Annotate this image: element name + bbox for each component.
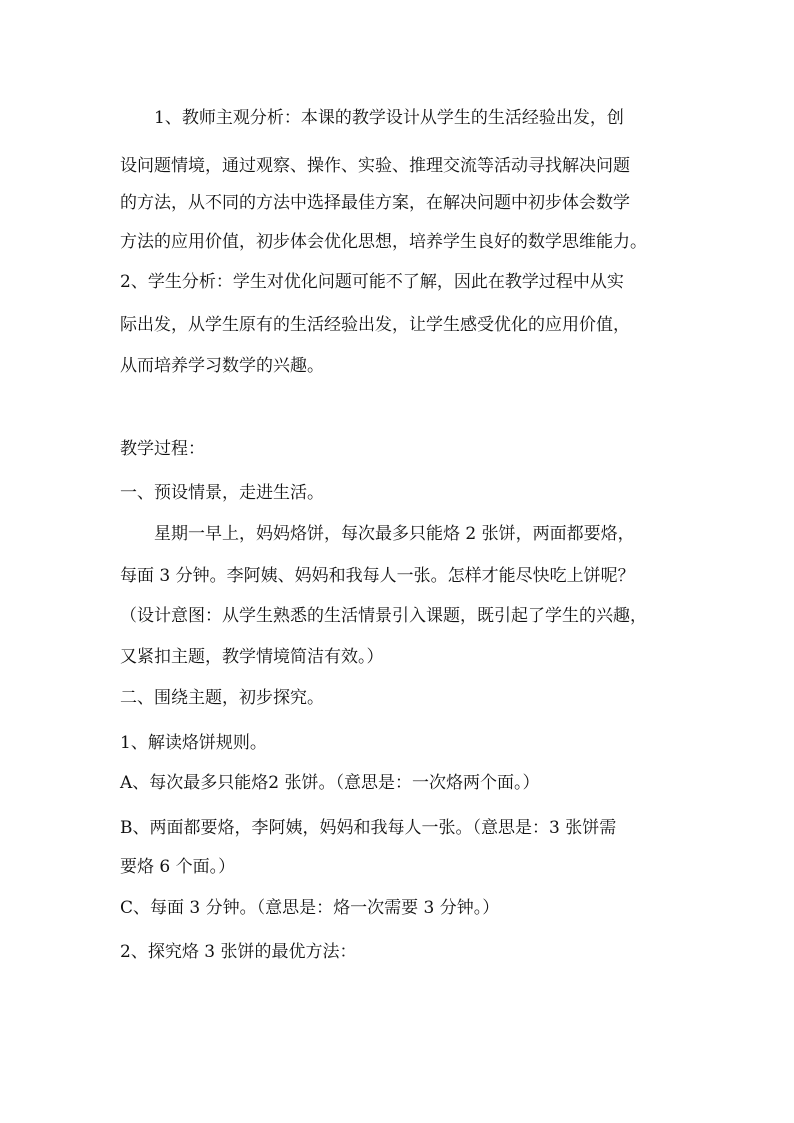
rule-b-line-2: 要烙 6 个面。）: [120, 857, 236, 877]
teacher-analysis-line-3: 的方法，从不同的方法中选择最佳方案，在解决问题中初步体会数学: [120, 193, 630, 213]
student-analysis-line-2: 际出发，从学生原有的生活经验出发，让学生感受优化的应用价值，: [120, 315, 630, 335]
teacher-analysis-line-1: 1、教师主观分析：本课的教学设计从学生的生活经验出发，创: [154, 108, 624, 128]
teacher-analysis-line-4: 方法的应用价值，初步体会优化思想，培养学生良好的数学思维能力。: [120, 232, 647, 252]
explore-title: 2、探究烙 3 张饼的最优方法：: [120, 942, 357, 962]
teacher-analysis-line-2: 设问题情境，通过观察、操作、实验、推理交流等活动寻找解决问题: [120, 156, 630, 176]
rule-b-line-1: B、两面都要烙，李阿姨，妈妈和我每人一张。（意思是：3 张饼需: [120, 818, 617, 838]
rule-a: A、每次最多只能烙2 张饼。（意思是：一次烙两个面。）: [120, 773, 540, 793]
section-1-title: 一、预设情景，走进生活。: [120, 483, 324, 503]
rule-title: 1、解读烙饼规则。: [120, 733, 267, 753]
scenario-line-2: 每面 3 分钟。李阿姨、妈妈和我每人一张。怎样才能尽快吃上饼呢？: [120, 566, 635, 586]
design-intent-line-2: 又紧扣主题，教学情境简洁有效。）: [120, 647, 384, 667]
section-2-title: 二、围绕主题，初步探究。: [120, 688, 324, 708]
student-analysis-line-1: 2、学生分析：学生对优化问题可能不了解，因此在教学过程中从实: [120, 272, 624, 292]
rule-c: C、每面 3 分钟。（意思是：烙一次需要 3 分钟。）: [120, 898, 500, 918]
student-analysis-line-3: 从而培养学习数学的兴趣。: [120, 356, 324, 376]
design-intent-line-1: （设计意图：从学生熟悉的生活情景引入课题，既引起了学生的兴趣，: [120, 606, 647, 626]
teaching-process-heading: 教学过程：: [120, 439, 205, 459]
scenario-line-1: 星期一早上，妈妈烙饼，每次最多只能烙 2 张饼，两面都要烙，: [154, 524, 635, 544]
